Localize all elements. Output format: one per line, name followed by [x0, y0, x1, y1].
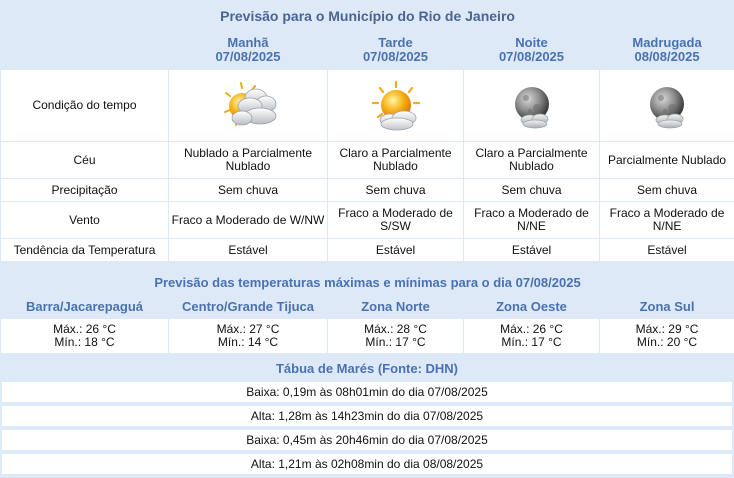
tendencia-value: Estável [328, 239, 463, 261]
zone-name: Zona Norte [328, 295, 463, 318]
period-date: 07/08/2025 [498, 48, 565, 64]
row-label-ceu: Céu [1, 142, 168, 178]
condition-cell-tarde [328, 70, 463, 141]
temperatures-title: Previsão das temperaturas máximas e mínimas para o dia 07/08/2025 [1, 270, 734, 294]
vento-value: Fraco a Moderado de N/NE [464, 202, 599, 238]
moon-cloud-icon [635, 76, 699, 136]
ceu-value: Nublado a Parcialmente Nublado [169, 142, 327, 178]
row-label-precipitacao: Precipitação [1, 179, 168, 201]
vento-value: Fraco a Moderado de N/NE [600, 202, 734, 238]
tide-row: Alta: 1,28m às 14h23min do dia 07/08/2025 [1, 405, 733, 427]
temp-max: Máx.: 26 °C [500, 322, 563, 336]
temperatures-table [0, 269, 734, 354]
condition-cell-manha [169, 70, 327, 141]
period-header-madrugada [600, 30, 734, 69]
temp-min: Mín.: 17 °C [365, 335, 426, 349]
tendencia-value: Estável [464, 239, 599, 261]
page-title: Previsão para o Município do Rio de Janeiro [1, 3, 734, 29]
temp-min: Mín.: 14 °C [217, 335, 279, 349]
ceu-value: Claro a Parcialmente Nublado [464, 142, 599, 178]
zone-name: Zona Oeste [464, 295, 599, 318]
tides-title: Tábua de Marés (Fonte: DHN) [1, 357, 733, 379]
precipitacao-value: Sem chuva [600, 179, 734, 201]
zone-temps [464, 319, 599, 353]
cloud-sun-icon [216, 76, 280, 136]
tide-row: Baixa: 0,45m às 20h46min do dia 07/08/2025 [1, 429, 733, 451]
zone-name: Barra/Jacarepaguá [1, 295, 168, 318]
tendencia-value: Estável [169, 239, 327, 261]
row-label-vento: Vento [1, 202, 168, 238]
period-date: 07/08/2025 [215, 48, 281, 64]
tide-row: Baixa: 0,19m às 08h01min do dia 07/08/2025 [1, 381, 733, 403]
ceu-value: Claro a Parcialmente Nublado [328, 142, 463, 178]
temp-max: Máx.: 27 °C [216, 322, 280, 336]
temp-min: Mín.: 17 °C [501, 335, 562, 349]
precipitacao-value: Sem chuva [169, 179, 327, 201]
zone-temps [1, 319, 168, 353]
tide-row: Alta: 1,21m às 02h08min do dia 08/08/2025 [1, 453, 733, 475]
zone-temps [169, 319, 327, 353]
tides-table [0, 355, 734, 477]
ceu-value: Parcialmente Nublado [600, 142, 734, 178]
temp-min: Mín.: 18 °C [54, 335, 115, 349]
period-name: Noite [515, 34, 548, 50]
zone-temps [600, 319, 734, 353]
period-date: 07/08/2025 [362, 48, 429, 64]
temp-min: Mín.: 20 °C [636, 335, 698, 349]
row-label-tendencia: Tendência da Temperatura [1, 239, 168, 261]
header-blank-cell [1, 30, 168, 69]
precipitacao-value: Sem chuva [328, 179, 463, 201]
precipitacao-value: Sem chuva [464, 179, 599, 201]
period-name: Madrugada [632, 34, 702, 50]
zone-temps [328, 319, 463, 353]
period-date: 08/08/2025 [634, 48, 700, 64]
sun-cloud-icon [364, 76, 428, 136]
vento-value: Fraco a Moderado de S/SW [328, 202, 463, 238]
temp-max: Máx.: 29 °C [635, 322, 699, 336]
zone-name: Zona Sul [600, 295, 734, 318]
zone-name: Centro/Grande Tijuca [169, 295, 327, 318]
period-name: Manhã [227, 34, 269, 50]
period-name: Tarde [378, 34, 413, 50]
vento-value: Fraco a Moderado de W/NW [169, 202, 327, 238]
tendencia-value: Estável [600, 239, 734, 261]
row-label-condicao: Condição do tempo [1, 70, 168, 141]
moon-cloud-icon [500, 76, 564, 136]
condition-cell-madrugada [600, 70, 734, 141]
period-header-noite [464, 30, 599, 69]
period-header-tarde [328, 30, 463, 69]
temp-max: Máx.: 26 °C [53, 322, 116, 336]
temp-max: Máx.: 28 °C [364, 322, 427, 336]
condition-cell-noite [464, 70, 599, 141]
period-header-manha [169, 30, 327, 69]
forecast-table [0, 2, 734, 262]
